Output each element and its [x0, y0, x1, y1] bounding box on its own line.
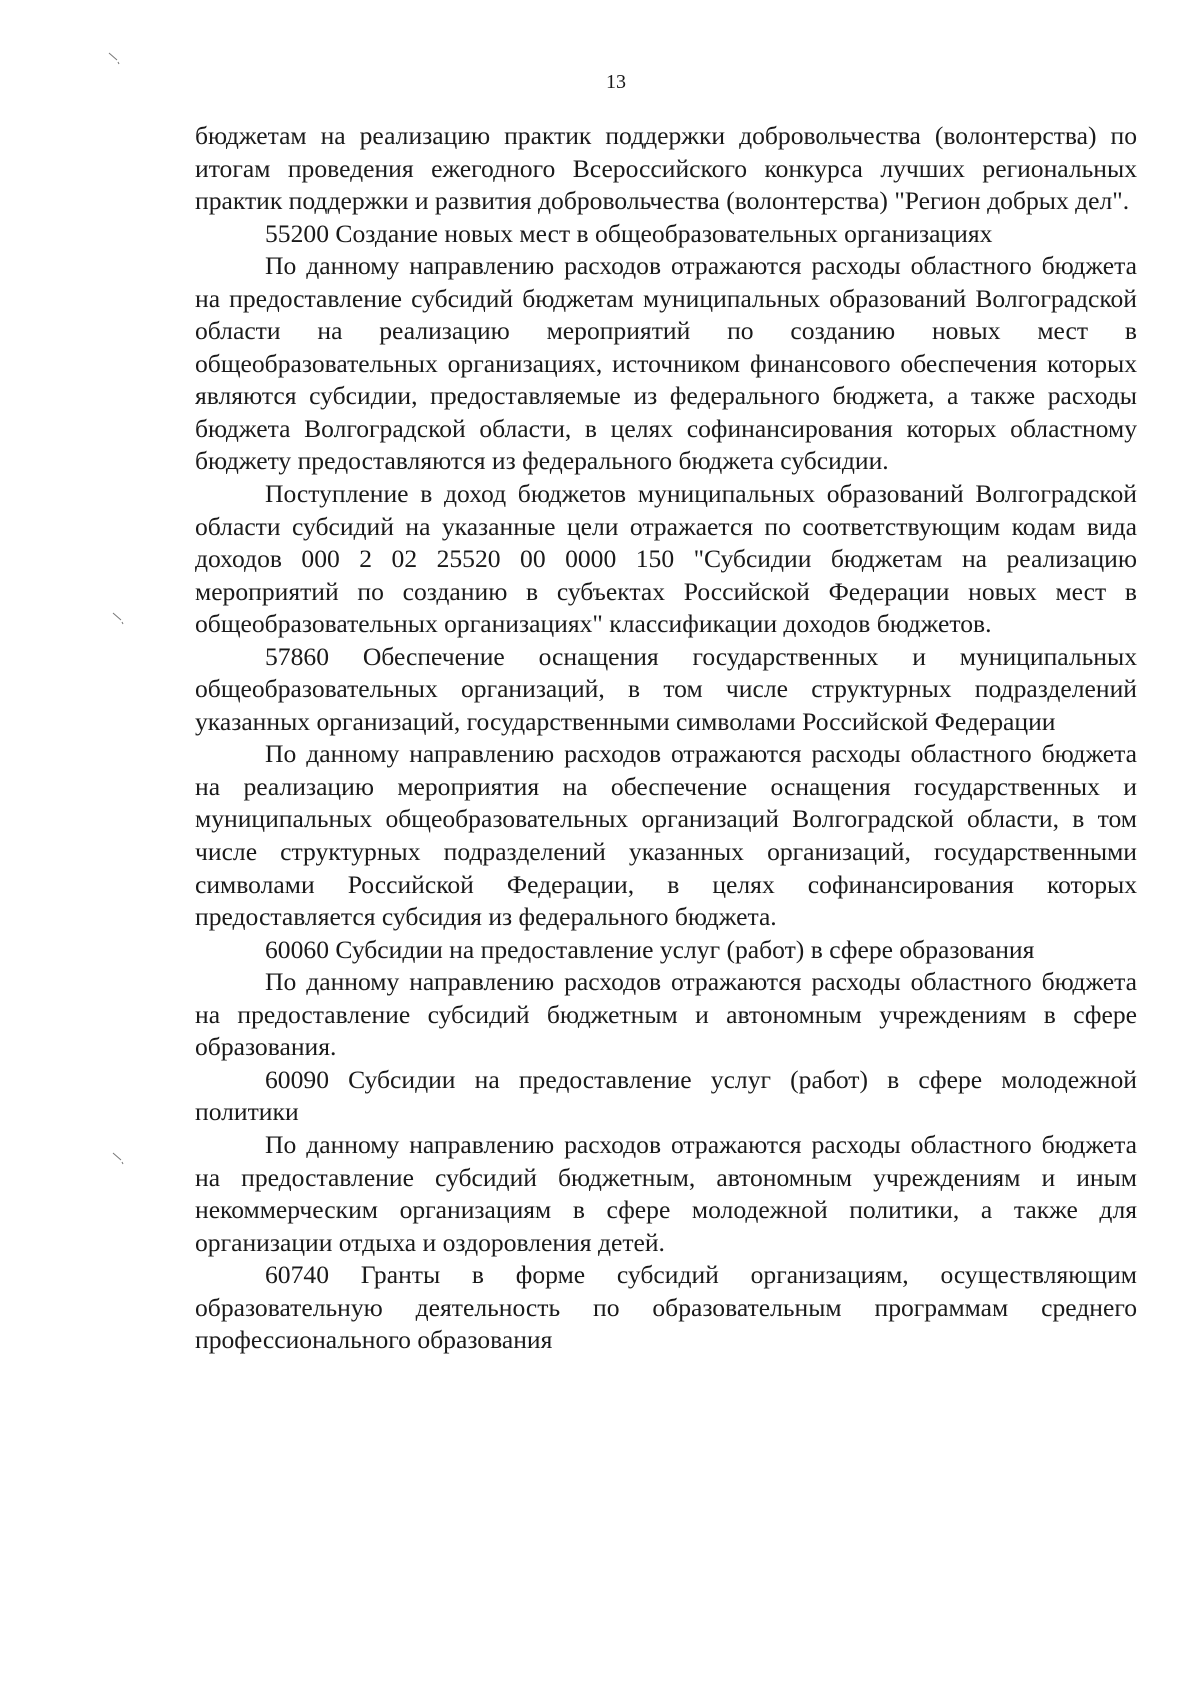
- paragraph-57860-description: По данному направлению расходов отражаются расходы областного бюджета на реализацию мероприятия на обеспечение оснащения государственных и муниципальных общеобразовательных организаций Волгоградской области, в том числе структурных подразделений указанных организаций, государственными символами Российской Федерации, в целях софинансирования которых предоставляется субсидия из федерального бюджета.: [195, 739, 1137, 932]
- section-heading-57860: 57860 Обеспечение оснащения государственных и муниципальных общеобразовательных организаций, в том числе структурных подразделений указанных организаций, государственными символами Российской Федерации: [195, 641, 1137, 736]
- scan-mark-lower: [112, 1152, 126, 1166]
- paragraph-55200-revenue: Поступление в доход бюджетов муниципальных образований Волгоградской области субсидий на указанные цели отражается по соответствующим кодам вида доходов 000 2 02 25520 00 0000 150 "Субсидии бюджетам на реализацию мероприятий по созданию в субъектах Российской Федерации новых мест в общеобразовательных организациях" классификации доходов бюджетов.: [195, 479, 1137, 639]
- section-heading-60090: 60090 Субсидии на предоставление услуг (работ) в сфере молодежной политики: [195, 1064, 1137, 1127]
- scan-mark-top: [108, 52, 122, 66]
- section-heading-60740: 60740 Гранты в форме субсидий организациям, осуществляющим образовательную деятельность по образовательным программам среднего профессионального образования: [195, 1260, 1137, 1355]
- section-heading-60060: 60060 Субсидии на предоставление услуг (работ) в сфере образования: [265, 934, 1035, 964]
- paragraph-1: бюджетам на реализацию практик поддержки добровольчества (волонтерства) по итогам проведения ежегодного Всероссийского конкурса лучших региональных практик поддержки и развития добровольчества (волонтерства) "Регион добрых дел".: [195, 121, 1137, 216]
- paragraph-60090-description: По данному направлению расходов отражаются расходы областного бюджета на предоставление субсидий бюджетным, автономным учреждениям и иным некоммерческим организациям в сфере молодежной политики, а также для организации отдыха и оздоровления детей.: [195, 1129, 1137, 1257]
- paragraph-55200-description: По данному направлению расходов отражаются расходы областного бюджета на предоставление субсидий бюджетам муниципальных образований Волгоградской области на реализацию мероприятий по созданию новых мест в общеобразовательных организациях, источником финансового обеспечения которых являются субсидии, предоставляемые из федерального бюджета, а также расходы бюджета Волгоградской области, в целях софинансирования которых областному бюджету предоставляются из федерального бюджета субсидии.: [195, 251, 1137, 476]
- scan-mark-middle: [112, 612, 126, 626]
- page-number: 13: [606, 71, 626, 93]
- paragraph-60060-description: По данному направлению расходов отражаются расходы областного бюджета на предоставление субсидий бюджетным и автономным учреждениям в сфере образования.: [195, 967, 1137, 1062]
- document-body: [195, 120, 1137, 1357]
- section-heading-55200: 55200 Создание новых мест в общеобразовательных организациях: [265, 218, 993, 248]
